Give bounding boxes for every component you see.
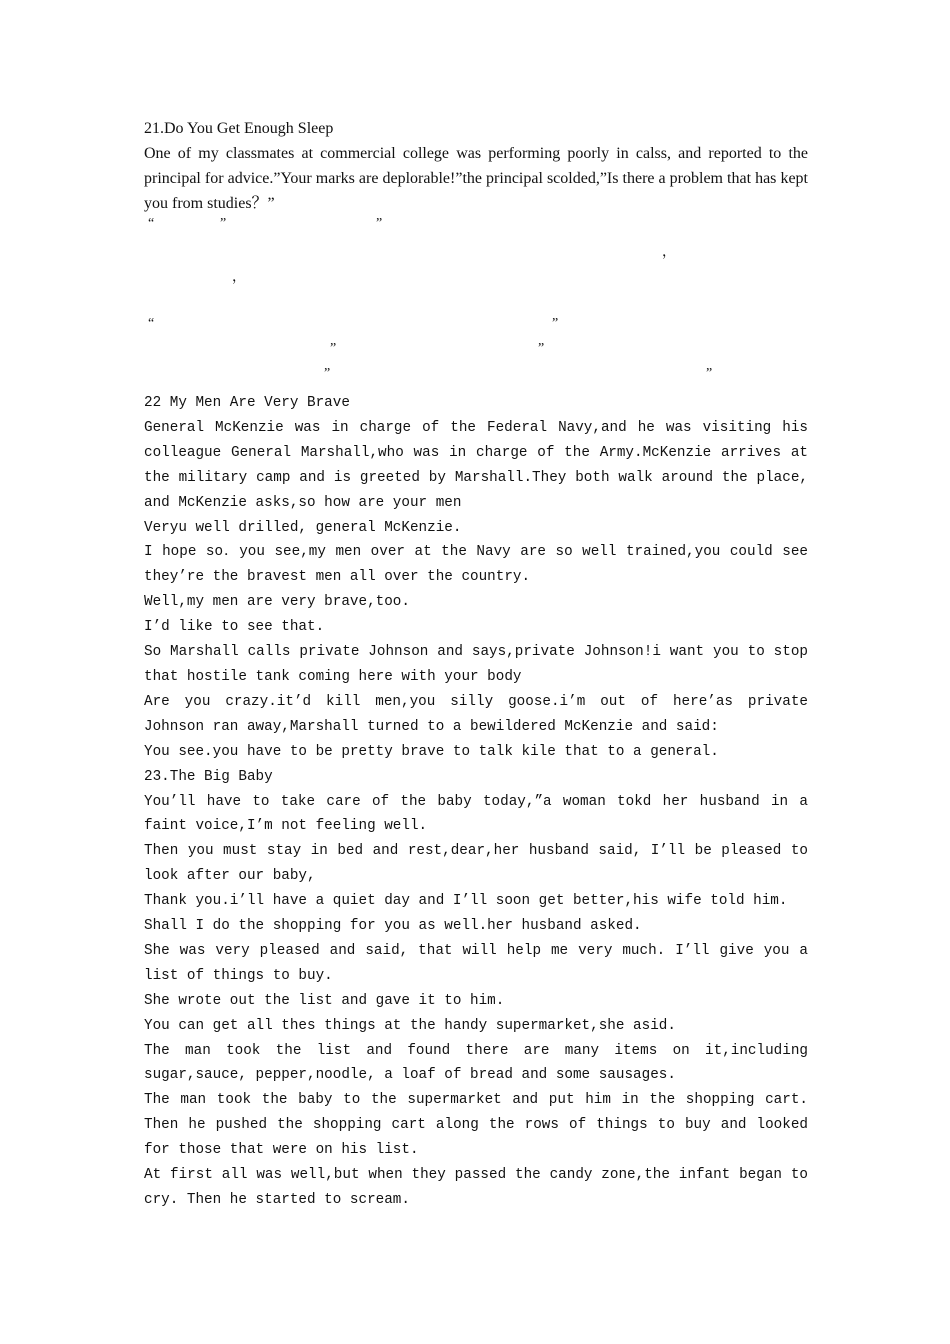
quote-mark: ” — [324, 366, 331, 381]
quote-mark: ” — [538, 341, 545, 356]
story-23-paragraph: The man took the baby to the supermarket and put him in the shopping cart. Then he pushed the shopping cart along the rows of things to buy and looked for those that were on his list. — [144, 1092, 808, 1159]
punctuation-line — [144, 216, 808, 241]
story-22-paragraph: Well,my men are very brave,too. — [144, 594, 410, 611]
comma-mark: ， — [662, 245, 676, 260]
story-21-punctuation-block — [144, 216, 808, 391]
quote-mark: ” — [706, 366, 713, 381]
story-22-paragraph: I hope so．you see,my men over at the Navy are so well trained,you could see they’re the bravest men all over the country. — [144, 544, 808, 586]
quote-mark: “ — [148, 216, 155, 231]
story-23-title: 23.The Big Baby — [144, 768, 273, 785]
story-22-paragraph: General McKenzie was in charge of the Federal Navy,and he was visiting his colleague General Marshall,who was in charge of the Army.McKenzie arrives at the military camp and is greeted by Marshall.They both walk around the place, and McKenzie asks,so how are your men — [144, 419, 808, 511]
story-23-paragraph: You can get all thes things at the handy supermarket,she asid. — [144, 1017, 676, 1034]
quote-mark: ” — [376, 216, 383, 231]
story-22-paragraph: Veryu well drilled, general McKenzie. — [144, 519, 462, 536]
punctuation-line — [144, 366, 808, 391]
story-22-paragraph: I’d like to see that. — [144, 619, 325, 636]
story-23-paragraph: Then you must stay in bed and rest,dear,her husband said, I’ll be pleased to look after our baby, — [144, 843, 808, 885]
story-21-paragraph: One of my classmates at commercial college was performing poorly in calss, and reported to the principal for advice.”Your marks are deplorable!”the principal scolded,”Is there a problem that has kept you from studies？” — [144, 145, 808, 212]
blank-line — [144, 291, 808, 316]
story-22-paragraph: So Marshall calls private Johnson and says,private Johnson!i want you to stop that hostile tank coming here with your body — [144, 644, 808, 685]
story-21-title: 21.Do You Get Enough Sleep — [144, 120, 334, 137]
punctuation-line — [144, 316, 808, 341]
story-22-paragraph: You see.you have to be pretty brave to talk kile that to a general. — [144, 743, 719, 760]
story-23-paragraph: She was very pleased and said, that will help me very much. I’ll give you a list of things to buy. — [144, 942, 808, 984]
quote-mark: “ — [148, 316, 155, 331]
story-23-paragraph: Shall I do the shopping for you as well.her husband asked. — [144, 918, 642, 935]
quote-mark: ” — [552, 316, 559, 331]
story-23-paragraph: At first all was well,but when they passed the candy zone,the infant began to cry. Then he started to scream. — [144, 1167, 808, 1208]
story-22-paragraph: Are you crazy.it’d kill men,you silly goose.i’m out of here’as private Johnson ran away,Marshall turned to a bewildered McKenzie and said: — [144, 693, 808, 735]
story-23-paragraph: She wrote out the list and gave it to him. — [144, 992, 505, 1009]
comma-mark: ， — [232, 270, 246, 285]
punctuation-line — [144, 341, 808, 366]
punctuation-line — [144, 241, 808, 266]
story-22-title: 22 My Men Are Very Brave — [144, 395, 350, 411]
story-23-paragraph: You’ll have to take care of the baby today,”a woman tokd her husband in a faint voice,I’m not feeling well. — [144, 793, 808, 835]
story-23-paragraph: Thank you.i’ll have a quiet day and I’ll soon get better,his wife told him. — [144, 893, 788, 910]
quote-mark: ” — [220, 216, 227, 231]
quote-mark: ” — [330, 341, 337, 356]
punctuation-line — [144, 266, 808, 291]
document-page — [144, 116, 808, 1213]
story-23-paragraph: The man took the list and found there are many items on it,including sugar,sauce, pepper,noodle, a loaf of bread and some sausages. — [144, 1042, 808, 1084]
